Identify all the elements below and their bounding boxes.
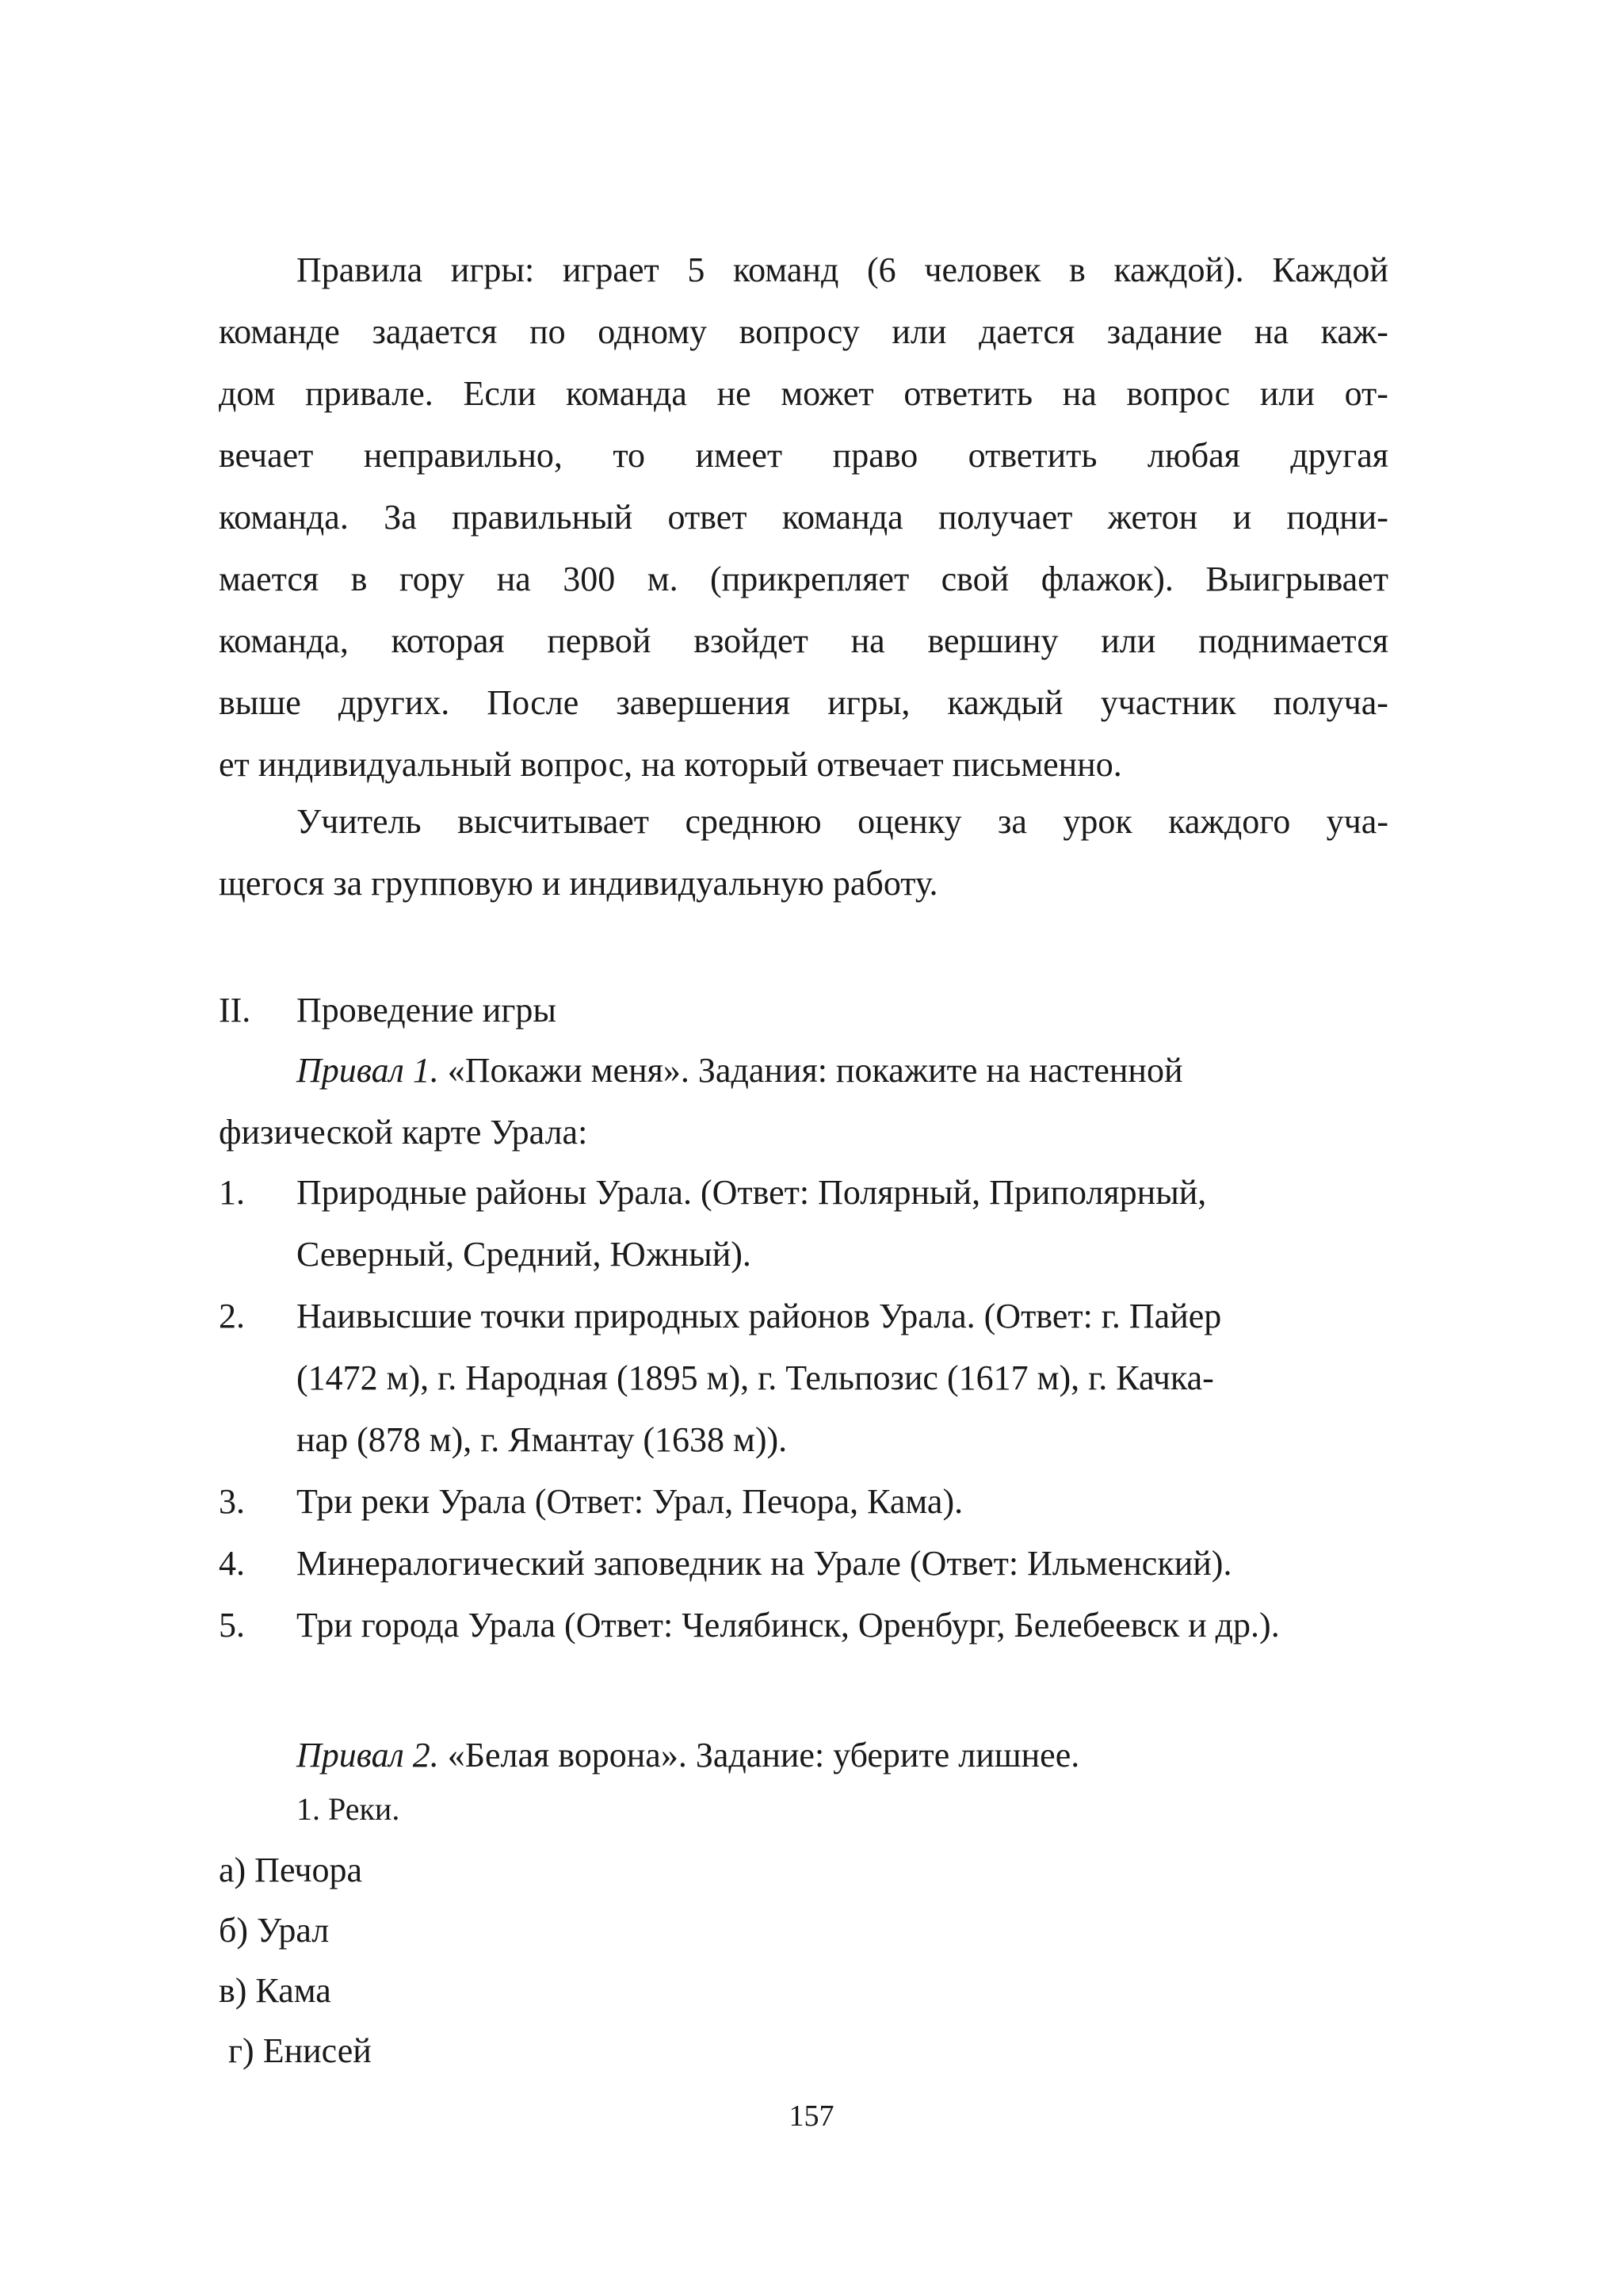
text-line <box>219 672 1388 734</box>
text-line: Наивысшие точки природных районов Урала. (Ответ: г. Пайер <box>296 1297 1222 1335</box>
word: в <box>350 560 368 598</box>
word: первой <box>547 621 651 660</box>
word: команда. <box>219 498 349 537</box>
word: вопрос <box>1126 374 1231 413</box>
text-line: ет индивидуальный вопрос, на который отвечает письменно. <box>219 745 1122 784</box>
text-line <box>219 239 1388 301</box>
word: жетон <box>1107 498 1198 537</box>
word: имеет <box>695 436 783 475</box>
word: ответить <box>968 436 1098 475</box>
word: каждой). <box>1113 250 1244 289</box>
text-line <box>219 363 1388 425</box>
word: (6 <box>867 250 896 289</box>
text-line <box>219 791 1388 853</box>
word: правильный <box>452 498 633 537</box>
list-item <box>219 1533 1388 1595</box>
list-item <box>219 1471 1388 1533</box>
section-number: II. <box>219 991 251 1030</box>
rivers-heading: 1. Реки. <box>296 1791 400 1827</box>
word: человек <box>924 250 1041 289</box>
word: любая <box>1147 436 1240 475</box>
word: не <box>716 374 751 413</box>
list-item <box>219 1286 1388 1471</box>
text-line: физической карте Урала: <box>219 1113 588 1152</box>
word: команд <box>733 250 839 289</box>
word: неправильно, <box>363 436 563 475</box>
text-line: Три реки Урала (Ответ: Урал, Печора, Кама). <box>296 1482 964 1521</box>
word: выше <box>219 683 301 722</box>
word: то <box>613 436 646 475</box>
word: на <box>496 560 531 598</box>
word: играет <box>562 250 659 289</box>
halt-2-label: Привал 2. <box>296 1736 439 1775</box>
item-number: 3. <box>219 1482 245 1521</box>
word: дается <box>979 312 1075 351</box>
text-line <box>219 487 1388 548</box>
text-line: щегося за групповую и индивидуальную работу. <box>219 864 938 903</box>
word: команда, <box>219 621 349 660</box>
word: одному <box>598 312 707 351</box>
word: уча- <box>1326 802 1388 841</box>
list-item <box>219 1595 1388 1656</box>
option-item: г) Енисей <box>228 2031 372 2070</box>
word: взойдет <box>693 621 808 660</box>
text-line: Северный, Средний, Южный). <box>296 1235 751 1274</box>
word: флажок). <box>1041 560 1174 598</box>
page-number: 157 <box>789 2099 834 2133</box>
word: которая <box>391 621 505 660</box>
text-line <box>219 610 1388 672</box>
option-item: в) Кама <box>219 1971 331 2010</box>
section-heading <box>219 980 556 1041</box>
word: по <box>529 312 566 351</box>
word: другая <box>1290 436 1388 475</box>
word: каждого <box>1168 802 1291 841</box>
word: задается <box>372 312 498 351</box>
word: в <box>1069 250 1086 289</box>
item-number: 1. <box>219 1173 245 1212</box>
word: и <box>1232 498 1252 537</box>
rules-paragraph <box>219 239 1388 796</box>
text-line <box>219 425 1388 487</box>
word: или <box>892 312 947 351</box>
word: 5 <box>687 250 705 289</box>
item-number: 5. <box>219 1606 245 1645</box>
halt-1-intro <box>219 1040 1388 1163</box>
word: Каждой <box>1272 250 1388 289</box>
halt-2-intro <box>296 1725 1079 1786</box>
word: Учитель <box>296 802 422 841</box>
halt-1-label: Привал 1. <box>296 1051 439 1090</box>
option-item: б) Урал <box>219 1911 330 1950</box>
option-item: а) Печора <box>219 1851 363 1889</box>
word: подни- <box>1286 498 1388 537</box>
word: каж- <box>1320 312 1388 351</box>
text-line <box>219 1040 1388 1102</box>
word: дом <box>219 374 276 413</box>
word: Правила <box>296 250 423 289</box>
word: За <box>384 498 417 537</box>
item-number: 2. <box>219 1297 245 1335</box>
text-line <box>219 548 1388 610</box>
word: Если <box>463 374 537 413</box>
word: вопросу <box>739 312 860 351</box>
word: или <box>1259 374 1315 413</box>
text-line: нар (878 м), г. Ямантау (1638 м)). <box>296 1420 788 1459</box>
list-item <box>219 1162 1388 1286</box>
halt-2-task: «Белая ворона». Задание: уберите лишнее. <box>438 1736 1080 1775</box>
word: урок <box>1063 802 1132 841</box>
word: привале. <box>305 374 433 413</box>
word: оценку <box>857 802 962 841</box>
word: на <box>1254 312 1289 351</box>
word: ответить <box>903 374 1033 413</box>
word: участник <box>1100 683 1236 722</box>
section-title: Проведение игры <box>296 991 556 1030</box>
word: После <box>487 683 579 722</box>
teacher-paragraph <box>219 791 1388 915</box>
text-line: Природные районы Урала. (Ответ: Полярный, Приполярный, <box>296 1173 1207 1212</box>
word: гору <box>399 560 465 598</box>
word: на <box>850 621 885 660</box>
word: м. <box>647 560 678 598</box>
halt-1-task-list <box>219 1162 1388 1656</box>
word: 300 <box>563 560 616 598</box>
word: от- <box>1344 374 1388 413</box>
word: поднимается <box>1198 621 1388 660</box>
word: вершину <box>927 621 1059 660</box>
text-line <box>219 301 1388 363</box>
word: (прикрепляет <box>710 560 910 598</box>
item-number: 4. <box>219 1544 245 1583</box>
word: получа- <box>1273 683 1388 722</box>
word: за <box>997 802 1027 841</box>
halt-1-task: «Покажи меня». Задания: покажите на настенной <box>438 1051 1183 1090</box>
word: игры: <box>450 250 535 289</box>
word: на <box>1062 374 1097 413</box>
word: каждый <box>947 683 1064 722</box>
text-line: (1472 м), г. Народная (1895 м), г. Тельпозис (1617 м), г. Качка- <box>296 1358 1214 1397</box>
word: команда <box>781 498 903 537</box>
word: получает <box>938 498 1073 537</box>
rivers-options <box>219 1840 372 2081</box>
word: право <box>832 436 918 475</box>
word: ответ <box>667 498 747 537</box>
word: мается <box>219 560 319 598</box>
word: задание <box>1106 312 1223 351</box>
word: команда <box>566 374 687 413</box>
word: или <box>1101 621 1156 660</box>
word: свой <box>941 560 1010 598</box>
word: среднюю <box>685 802 822 841</box>
text-line: Три города Урала (Ответ: Челябинск, Оренбург, Белебеевск и др.). <box>296 1606 1280 1645</box>
word: завершения <box>616 683 791 722</box>
word: игры, <box>827 683 911 722</box>
word: может <box>781 374 874 413</box>
word: других. <box>338 683 450 722</box>
word: Выигрывает <box>1205 560 1388 598</box>
word: высчитывает <box>457 802 650 841</box>
word: вечает <box>219 436 314 475</box>
word: команде <box>219 312 340 351</box>
text-line: Минералогический заповедник на Урале (Ответ: Ильменский). <box>296 1544 1232 1583</box>
